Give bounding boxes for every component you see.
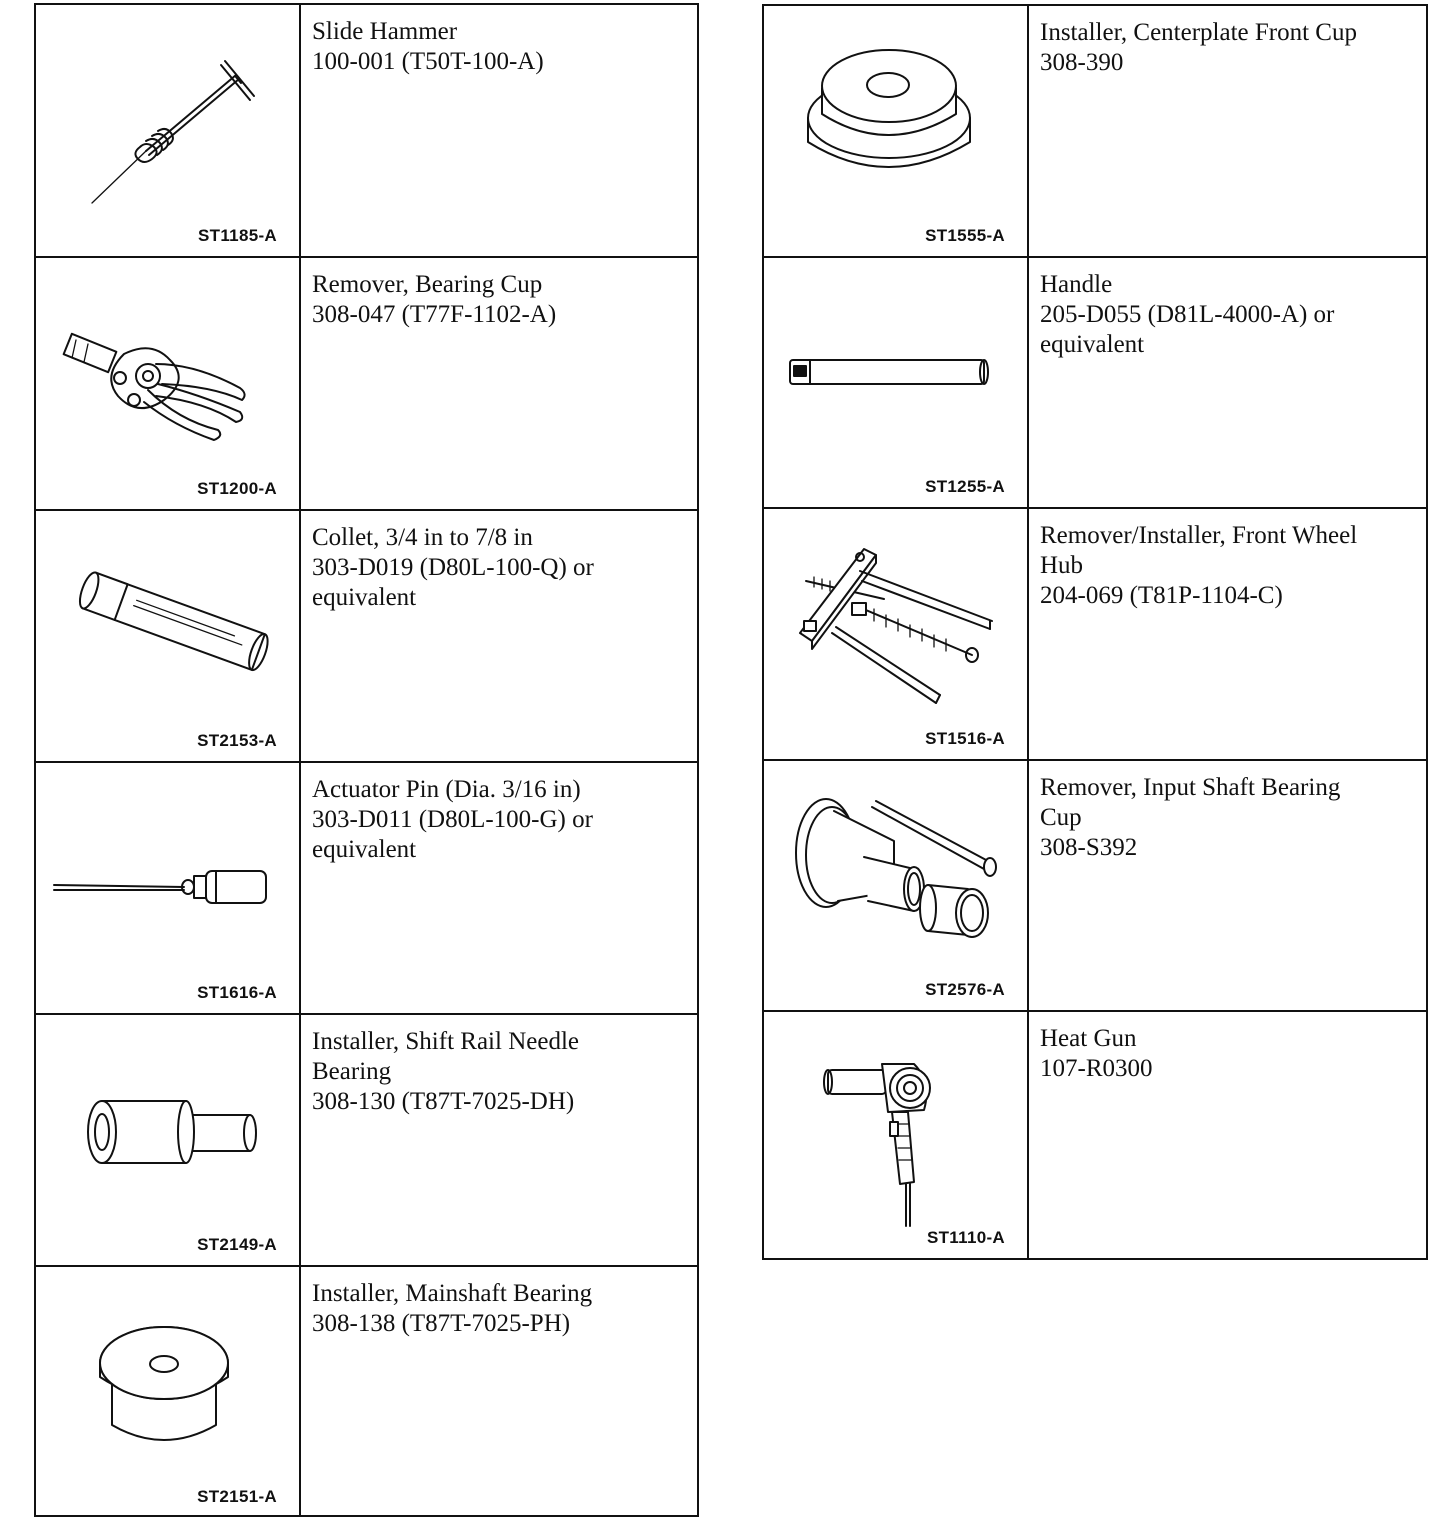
- actuator-pin-icon: [36, 763, 299, 1013]
- centerplate-installer-icon: [764, 6, 1029, 256]
- tool-image-cell: [36, 763, 301, 1013]
- tool-image-cell: [36, 5, 301, 256]
- tool-part-number: 308-390: [1040, 49, 1124, 76]
- tool-row-slide-hammer: [36, 5, 697, 258]
- tool-part-number: 308-138 (T87T-7025-PH): [312, 1310, 571, 1337]
- illustration-code: ST2153-A: [197, 731, 277, 750]
- tool-name: Actuator Pin (Dia. 3/16 in): [312, 776, 581, 803]
- tool-image-cell: [764, 509, 1029, 759]
- shift-rail-installer-icon: [36, 1015, 299, 1265]
- tool-name: Remover, Input Shaft Bearing Cup: [1040, 774, 1341, 831]
- illustration-code: ST1200-A: [197, 479, 277, 498]
- tool-name: Heat Gun: [1040, 1025, 1137, 1052]
- input-shaft-remover-icon: [764, 761, 1029, 1010]
- tool-row-wheel-hub-tool: [764, 509, 1426, 761]
- tool-description: [301, 5, 697, 256]
- illustration-code: ST1110-A: [926, 1228, 1005, 1247]
- tool-row-handle: [764, 258, 1426, 509]
- illustration-code: ST1616-A: [197, 983, 277, 1002]
- heat-gun-icon: [764, 1012, 1029, 1256]
- handle-icon: [764, 258, 1029, 507]
- illustration-code: ST1555-A: [925, 226, 1005, 245]
- tool-description: [301, 511, 697, 761]
- tool-image-cell: [764, 258, 1029, 507]
- tool-image-cell: [36, 1015, 301, 1265]
- mainshaft-installer-icon: [36, 1267, 299, 1515]
- tool-description: [1029, 509, 1426, 759]
- tool-name: Handle: [1040, 271, 1113, 298]
- illustration-code: ST1516-A: [925, 729, 1005, 748]
- tool-name: Installer, Mainshaft Bearing: [312, 1280, 593, 1307]
- tool-part-number: 205-D055 (D81L-4000-A) or equivalent: [1040, 301, 1335, 358]
- tool-description: [1029, 1012, 1426, 1258]
- tool-description: [1029, 761, 1426, 1010]
- tool-part-number: 100-001 (T50T-100-A): [312, 48, 544, 75]
- bearing-cup-remover-icon: [36, 258, 299, 509]
- tool-description: [301, 763, 697, 1013]
- tool-part-number: 308-047 (T77F-1102-A): [312, 301, 557, 328]
- tool-name: Remover, Bearing Cup: [312, 271, 543, 298]
- slide-hammer-icon: [36, 5, 299, 256]
- left-tool-table: [34, 3, 699, 1517]
- right-tool-table: [762, 4, 1428, 1260]
- tool-image-cell: [36, 511, 301, 761]
- wheel-hub-tool-icon: [764, 509, 1029, 759]
- tool-name: Installer, Shift Rail Needle Bearing: [312, 1028, 579, 1085]
- tool-name: Slide Hammer: [312, 18, 458, 45]
- tool-row-actuator-pin: [36, 763, 697, 1015]
- tool-part-number: 204-069 (T81P-1104-C): [1040, 582, 1283, 609]
- tool-image-cell: [36, 258, 301, 509]
- tool-row-bearing-cup-remover: [36, 258, 697, 511]
- tool-description: [1029, 258, 1426, 507]
- tool-image-cell: [764, 6, 1029, 256]
- illustration-code: ST1185-A: [198, 226, 277, 245]
- tool-name: Installer, Centerplate Front Cup: [1040, 19, 1357, 46]
- tool-part-number: 303-D019 (D80L-100-Q) or equivalent: [312, 554, 594, 611]
- tool-row-input-shaft-remover: [764, 761, 1426, 1012]
- illustration-code: ST1255-A: [925, 477, 1005, 496]
- illustration-code: ST2151-A: [197, 1487, 277, 1506]
- tool-image-cell: [764, 1012, 1029, 1258]
- illustration-code: ST2576-A: [925, 980, 1005, 999]
- tool-part-number: 107-R0300: [1040, 1055, 1153, 1082]
- illustration-code: ST2149-A: [197, 1235, 277, 1254]
- tool-name: Remover/Installer, Front Wheel Hub: [1040, 522, 1358, 579]
- collet-icon: [36, 511, 299, 761]
- tool-row-collet: [36, 511, 697, 763]
- tool-row-mainshaft-installer: [36, 1267, 697, 1517]
- tool-row-shift-rail-installer: [36, 1015, 697, 1267]
- tool-name: Collet, 3/4 in to 7/8 in: [312, 524, 533, 551]
- tool-row-heat-gun: [764, 1012, 1426, 1258]
- tool-description: [301, 1267, 697, 1517]
- tool-description: [1029, 6, 1426, 256]
- tool-image-cell: [764, 761, 1029, 1010]
- tool-description: [301, 1015, 697, 1265]
- tool-row-centerplate-installer: [764, 6, 1426, 258]
- tool-image-cell: [36, 1267, 301, 1517]
- tool-part-number: 308-130 (T87T-7025-DH): [312, 1088, 575, 1115]
- tool-description: [301, 258, 697, 509]
- tool-part-number: 308-S392: [1040, 834, 1138, 861]
- tool-part-number: 303-D011 (D80L-100-G) or equivalent: [312, 806, 593, 863]
